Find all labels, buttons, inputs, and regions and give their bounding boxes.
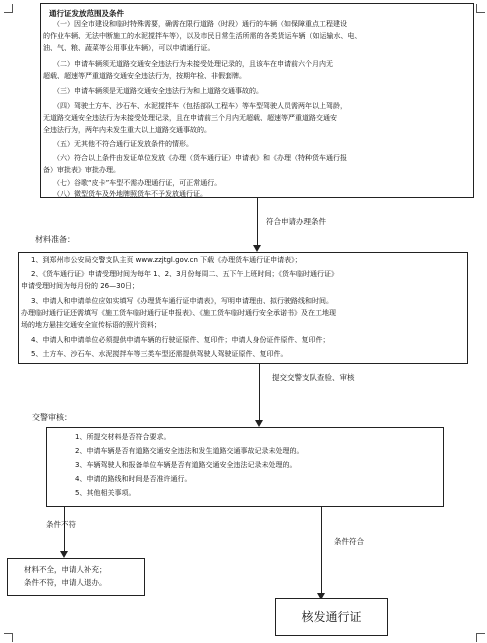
materials-title: 材料准备： bbox=[35, 235, 75, 244]
connector-line-1 bbox=[257, 198, 258, 246]
fail-result-line: 条件不符，申请人退办。 bbox=[24, 578, 107, 587]
condition-line: 全违法行为，两年内未发生重大以上道路交通事故的。 bbox=[43, 126, 211, 134]
material-line: 办理临时通行证还需填写《施工货车临时通行证申报表》、《施工货车临时通行安全承诺书》及在工地现 bbox=[21, 309, 336, 317]
material-line: 4、申请人和申请单位必须提供申请车辆的行驶证原件、复印件；申请人身份证件原件、复印件； bbox=[31, 336, 330, 344]
material-line: 1、到郑州市公安局交警支队主页 www.zzjtgl.gov.cn 下载《办理货车通行证申请表》； bbox=[31, 256, 302, 264]
branch-label-fail: 条件不符 bbox=[46, 520, 76, 529]
condition-line: （六）符合以上条件由发证单位发放《办理（货车通行证）申请表》和《办理（特种货车通行报 bbox=[53, 154, 347, 162]
issue-permit-box bbox=[275, 598, 388, 636]
arrow-down-icon bbox=[253, 245, 261, 252]
materials-box bbox=[18, 235, 468, 364]
material-line: 5、土方车、沙石车、水泥搅拌车等三类车型还需提供驾驶人驾驶证原件、复印件。 bbox=[31, 350, 288, 358]
material-line: 申请受理时间为每月份的 26—30日； bbox=[21, 282, 140, 290]
condition-line: 油、气、粮、蔬菜等公用事业车辆），可以申请通行证。 bbox=[43, 44, 215, 52]
review-line: 2、申请车辆是否有道路交通安全违法和发生道路交通事故记录未处理的。 bbox=[75, 447, 304, 455]
conditions-title: 通行证发放范围及条件 bbox=[49, 9, 124, 18]
review-line: 4、申请的路线和时间是否准许通行。 bbox=[75, 475, 192, 483]
arrow-down-icon bbox=[60, 551, 68, 558]
fail-result-box bbox=[7, 558, 145, 596]
review-line: 3、车辆驾驶人和报备单位车辆是否有道路交通安全违法记录未处理的。 bbox=[75, 461, 297, 469]
material-line: 2、《货车通行证》申请受理时间为每年 1、2、3月份每周二、五下午上班时间；《货车临时通行证》 bbox=[31, 270, 339, 278]
condition-line: 的作业车辆、无法中断施工的水泥搅拌车等），以及市民日常生活所需的各类货运车辆（如运输水、电、 bbox=[43, 32, 362, 40]
condition-line: （四）驾驶土方车、沙石车、水泥搅拌车（包括部队工程车）等车型驾驶人员需两年以上驾龄， bbox=[53, 102, 347, 110]
condition-line: （八）微型货车及外地牌照货车不予发放通行证。 bbox=[53, 190, 207, 198]
crop-mark-top-right bbox=[476, 4, 485, 13]
crop-mark-bottom-left bbox=[4, 633, 13, 642]
condition-line: （五）无其他不符合通行证发放条件的情形。 bbox=[53, 140, 193, 148]
connector-label-2: 提交交警支队查验、审核 bbox=[272, 373, 355, 382]
branch-label-pass: 条件符合 bbox=[334, 537, 364, 546]
issue-permit-text: 核发通行证 bbox=[301, 610, 362, 624]
connector-line-pass bbox=[321, 507, 322, 594]
fail-result-line: 材料不全，申请人补充； bbox=[24, 565, 107, 574]
review-title: 交警审核： bbox=[32, 413, 72, 422]
condition-line: （三）申请车辆须是无道路交通安全违法行为和上道路交通事故的。 bbox=[53, 87, 263, 95]
review-line: 5、其他相关事项。 bbox=[75, 489, 136, 497]
material-line: 场的地方悬挂交通安全宣传标语的照片资料； bbox=[21, 321, 161, 329]
review-box bbox=[46, 427, 444, 507]
condition-line: （二）申请车辆须无道路交通安全违法行为未接受处理记录的，且该车在申请前六个月内无 bbox=[53, 60, 333, 68]
material-line: 3、申请人和申请单位应如实填写《办理货车通行证申请表》，写明申请理由、拟行驶路线和时间。 bbox=[31, 297, 333, 305]
condition-line: （一）因全市建设和临时特殊需要，确需在限行道路（时段）通行的车辆（如保障重点工程建设 bbox=[53, 20, 347, 28]
connector-label-1: 符合申请办理条件 bbox=[266, 217, 326, 226]
review-line: 1、所提交材料是否符合要求。 bbox=[75, 433, 171, 441]
crop-mark-top-left bbox=[4, 4, 13, 13]
condition-line: 无道路交通安全违法行为未接受处理记录，且在申请前三个月内无超载、超速等严重道路交通安 bbox=[43, 114, 337, 122]
condition-line: （七）谷歌“皮卡”车型不需办理通行证，可正常通行。 bbox=[53, 179, 222, 187]
conditions-box bbox=[40, 3, 474, 198]
connector-line-2 bbox=[259, 364, 260, 421]
condition-line: 超载、超速等严重道路交通安全违法行为，按期年检、非假套牌。 bbox=[43, 72, 246, 80]
condition-line: 备）审批表》审批办理。 bbox=[43, 166, 120, 174]
crop-mark-bottom-right bbox=[476, 633, 485, 642]
arrow-down-icon bbox=[255, 420, 263, 427]
